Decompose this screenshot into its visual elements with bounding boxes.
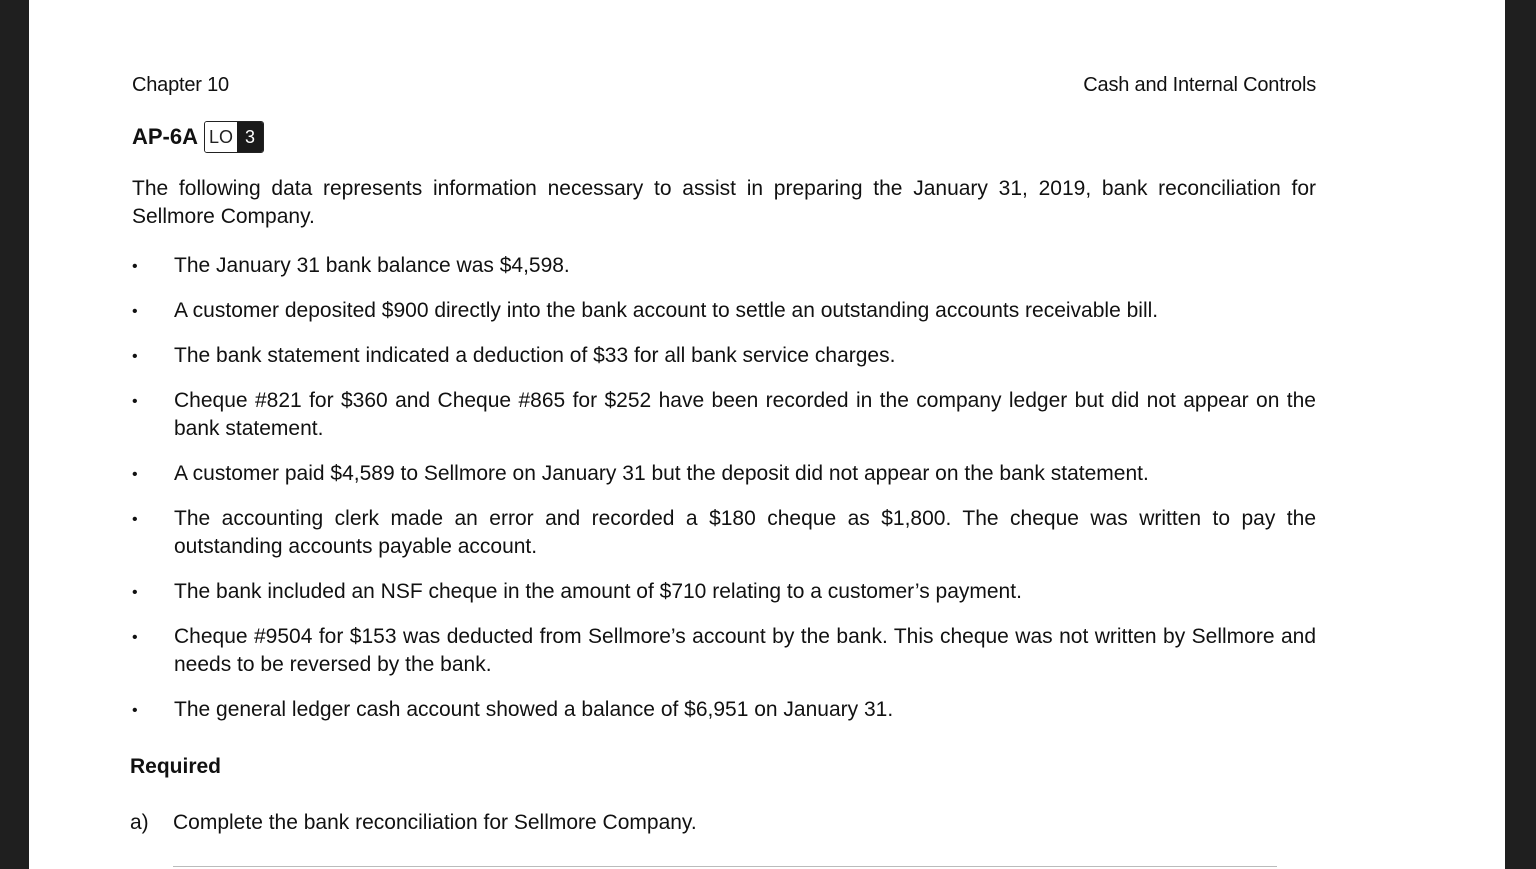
bullet-icon: •: [132, 629, 138, 646]
list-item: [132, 252, 1316, 280]
required-heading: Required: [130, 755, 222, 778]
bullet-icon: •: [132, 303, 138, 320]
lo-number: 3: [237, 122, 263, 152]
bullet-icon: •: [132, 466, 138, 483]
list-item-text: Cheque #9504 for $153 was deducted from Sellmore’s account by the bank. This cheque was not written by Sellmore and needs to be reversed by the bank.: [174, 625, 1316, 676]
lo-label: LO: [205, 122, 237, 152]
list-item-text: Cheque #821 for $360 and Cheque #865 for $252 have been recorded in the company ledger but did not appear on the bank statement.: [174, 389, 1316, 440]
list-item: [132, 623, 1316, 679]
section-title: Cash and Internal Controls: [1083, 74, 1316, 96]
part-text: Complete the bank reconciliation for Sellmore Company.: [173, 811, 697, 834]
bullet-icon: •: [132, 348, 138, 365]
list-item-text: A customer deposited $900 directly into the bank account to settle an outstanding accounts receivable bill.: [174, 299, 1159, 322]
data-bullet-list: [132, 252, 1316, 741]
list-item: [132, 696, 1316, 724]
bullet-icon: •: [132, 511, 138, 528]
list-item-text: A customer paid $4,589 to Sellmore on January 31 but the deposit did not appear on the bank statement.: [174, 462, 1149, 485]
list-item-text: The accounting clerk made an error and recorded a $180 cheque as $1,800. The cheque was written to pay the outstanding accounts payable account.: [174, 507, 1316, 558]
learning-objective-badge: [204, 121, 264, 153]
required-part-a: [130, 811, 697, 835]
part-label: a): [130, 811, 149, 834]
document-page: [29, 0, 1505, 869]
list-item-text: The bank included an NSF cheque in the amount of $710 relating to a customer’s payment.: [174, 580, 1022, 603]
list-item: [132, 460, 1316, 488]
list-item: [132, 505, 1316, 561]
problem-heading: [132, 121, 264, 153]
bullet-icon: •: [132, 258, 138, 275]
bullet-icon: •: [132, 702, 138, 719]
list-item-text: The bank statement indicated a deduction of $33 for all bank service charges.: [174, 344, 896, 367]
list-item: [132, 578, 1316, 606]
chapter-label: Chapter 10: [132, 74, 229, 96]
running-header: [132, 74, 1316, 97]
bullet-icon: •: [132, 584, 138, 601]
intro-paragraph: The following data represents information necessary to assist in preparing the January 31, 2019, bank reconciliation for Sellmore Company.: [132, 177, 1316, 228]
list-item: [132, 342, 1316, 370]
list-item: [132, 297, 1316, 325]
list-item-text: The January 31 bank balance was $4,598.: [174, 254, 570, 277]
list-item-text: The general ledger cash account showed a balance of $6,951 on January 31.: [174, 698, 894, 721]
problem-id: AP-6A: [132, 124, 199, 149]
list-item: [132, 387, 1316, 443]
bullet-icon: •: [132, 393, 138, 410]
